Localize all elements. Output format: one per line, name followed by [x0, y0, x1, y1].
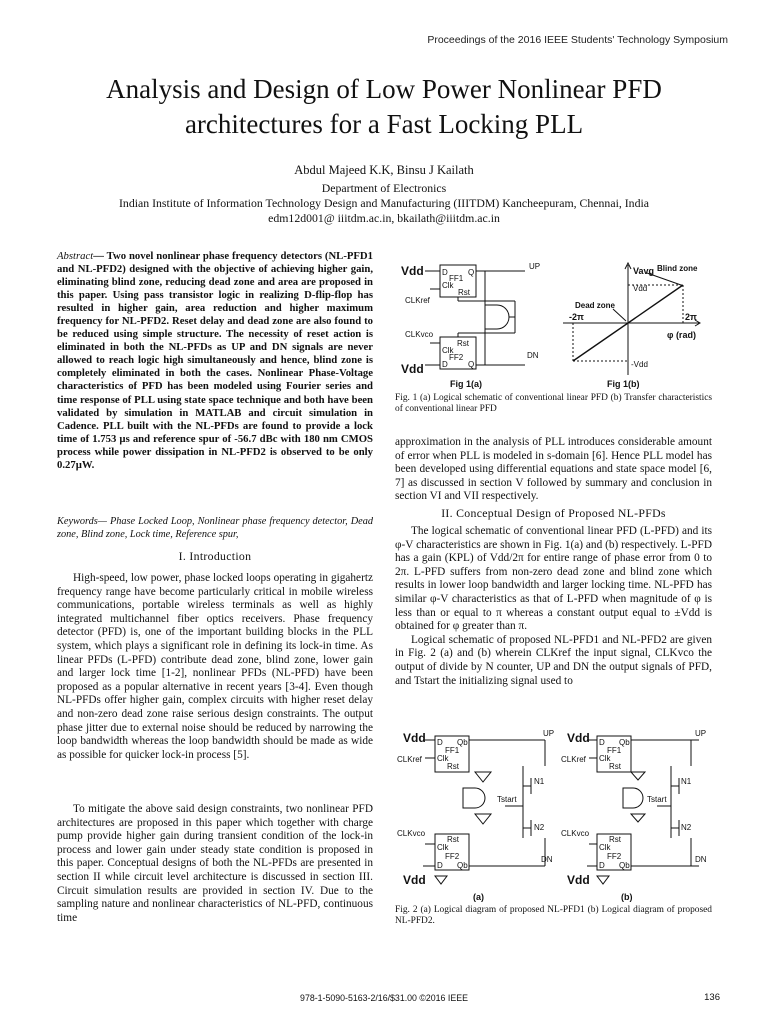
- fig1-clkvco: CLKvco: [405, 330, 434, 339]
- figure-1-caption: Fig. 1 (a) Logical schematic of conventional linear PFD (b) Transfer characteristics of conventional linear PFD: [395, 393, 712, 414]
- fig2b-clk2: Clk: [599, 843, 611, 852]
- fig1-up: UP: [529, 262, 541, 271]
- fig2a-rst2: Rst: [447, 835, 459, 844]
- fig1-ff1: FF1: [449, 274, 464, 283]
- copyright-footer: 978-1-5090-5163-2/16/$31.00 ©2016 IEEE: [300, 993, 468, 1003]
- fig2b-d1: D: [599, 738, 605, 747]
- emails: edm12d001@ iiitdm.ac.in, bkailath@iiitdm.ac.in: [268, 211, 500, 225]
- right-paragraph-3: Logical schematic of proposed NL-PFD1 and NL-PFD2 are given in Fig. 2 (a) and (b) wherein CLKref the input signal, CLKvco the output of divide by N counter, UP and DN the output signals of PFD, and Tstart the initializing signal used to: [395, 633, 712, 687]
- fig1-neg-vdd: -Vdd: [631, 360, 648, 369]
- fig1-neg2pi: -2π: [569, 312, 584, 322]
- fig2a-clk2: Clk: [437, 843, 449, 852]
- figure-2: [395, 726, 715, 904]
- fig1-vdd-bottom: Vdd: [401, 362, 424, 376]
- and-gate: [485, 305, 509, 329]
- fig1-rst1: Rst: [458, 288, 470, 297]
- fig1-clkref: CLKref: [405, 296, 430, 305]
- abstract-text: — Two novel nonlinear phase frequency detectors (NL-PFD1 and NL-PFD2) designed with the objective of achieving higher gain, eliminating blind zone, reducing dead zone and area are proposed in this paper. Using pass transistor logic in realizing D-flip-flop has resulted in higher gain, area reduction and higher maximum frequency for NL-PFD2. Reset delay and dead zone are also found to be reduced using simple structure. The necessity of reset action is eliminated in both the NL-PFDs as UP and DN signals are never allowed to reach logic high simultaneously and hence, blind zone is completely eliminated in both the cases. Nonlinear Phase-Voltage characteristics of PFD has been modeled using Fourier series and time response of PLL using state space technique and both have been validated by simulation in MATLAB and circuit simulation in Cadence. PLL built with the NL-PFDs are found to provide a lock time of 1.753 µs and reference spur of -56.7 dBc with 180 nm CMOS process while power dissipation in NL-PFD2 is observed to be only 0.27µW.: [57, 250, 373, 471]
- fig2a-ff2: FF2: [445, 852, 460, 861]
- fig2a-clkvco: CLKvco: [397, 829, 426, 838]
- department: Department of Electronics: [321, 181, 447, 195]
- fig2a-n1: N1: [534, 777, 545, 786]
- fig2a-ff1: FF1: [445, 746, 460, 755]
- title-line-1: Analysis and Design of Low Power Nonlinear PFD: [106, 74, 662, 104]
- fig1-clk1: Clk: [442, 281, 454, 290]
- fig1-label-b: Fig 1(b): [607, 379, 640, 389]
- fig2a-tstart: Tstart: [497, 795, 517, 804]
- fig1-blind-zone: Blind zone: [657, 264, 698, 273]
- fig2b-ff2: FF2: [607, 852, 622, 861]
- fig1-vavg: Vavg: [633, 266, 655, 276]
- keywords: Keywords— Phase Locked Loop, Nonlinear phase frequency detector, Dead zone, Blind zone, Lock time, Reference spur,: [57, 516, 373, 540]
- institute: Indian Institute of Information Technology Design and Manufacturing (IIITDM) Kancheepuram, Chennai, India: [119, 196, 649, 210]
- fig2b-clkref: CLKref: [561, 755, 586, 764]
- fig1-phi-rad: φ (rad): [667, 330, 696, 340]
- fig1-d1: D: [442, 268, 448, 277]
- fig2a-up: UP: [543, 729, 555, 738]
- fig2a-clkref: CLKref: [397, 755, 422, 764]
- fig2b-vdd-top: Vdd: [567, 731, 590, 745]
- fig1-vdd-top: Vdd: [401, 264, 424, 278]
- section-1-title: I. Introduction: [178, 549, 252, 563]
- fig1-vdd-level: Vdd: [633, 284, 648, 293]
- fig2b-tstart: Tstart: [647, 795, 667, 804]
- fig1-clk2: Clk: [442, 346, 454, 355]
- right-paragraph-1: approximation in the analysis of PLL introduces considerable amount of error when PLL is modeled in s-domain [6]. Hence PLL model has been developed using differential equations and state space model [6, 7] as discussed in section V followed by summary and conclusion in section VI and VII respectively.: [395, 436, 712, 503]
- fig1-dead-zone: Dead zone: [575, 301, 616, 310]
- fig2a-d2: D: [437, 861, 443, 870]
- section-2-title: II. Conceptual Design of Proposed NL-PFDs: [441, 506, 666, 520]
- figure-2-caption: Fig. 2 (a) Logical diagram of proposed NL-PFD1 (b) Logical diagram of proposed NL-PFD2.: [395, 905, 712, 926]
- fig2b-up: UP: [695, 729, 707, 738]
- fig2a-qb1: Qb: [457, 738, 468, 747]
- authors: Abdul Majeed K.K, Binsu J Kailath: [294, 163, 474, 177]
- fig1-rst2: Rst: [457, 339, 469, 348]
- fig2a-rst1: Rst: [447, 762, 459, 771]
- fig1-pos2pi: 2π: [685, 312, 697, 322]
- fig1-label-a: Fig 1(a): [450, 379, 483, 389]
- right-paragraph-2-3: [395, 525, 712, 688]
- page-number: 136: [704, 992, 720, 1003]
- title-line-2: architectures for a Fast Locking PLL: [184, 109, 584, 139]
- fig1-dn: DN: [527, 351, 539, 360]
- fig2b-n2: N2: [681, 823, 692, 832]
- abstract-label: Abstract: [57, 250, 94, 262]
- fig2b-dn: DN: [695, 855, 707, 864]
- fig2b-clk1: Clk: [599, 754, 611, 763]
- fig2a-qb2: Qb: [457, 861, 468, 870]
- fig1-q1: Q: [468, 268, 475, 277]
- section-1-paragraph-2: To mitigate the above said design constraints, two nonlinear PFD architectures are proposed in this paper which together with charge pump provide higher gain during transient condition of the lock-in process and lower gain under steady state condition is proposed in this paper. Conceptual designs of both the NL-PFDs are presented in section II while circuit level architecture is discussed in section III. Circuit simulation results are provided in section IV. Due to the sampling nature and nonlinear characteristics of NL-PFD, continuous time: [57, 803, 373, 924]
- fig2a-n2: N2: [534, 823, 545, 832]
- fig2-label-a: (a): [473, 892, 484, 902]
- abstract: [57, 250, 373, 472]
- fig2b-clkvco: CLKvco: [561, 829, 590, 838]
- fig1-q2: Q: [468, 360, 475, 369]
- fig2b-n1: N1: [681, 777, 692, 786]
- fig2-label-b: (b): [621, 892, 633, 902]
- fig2b-vdd-bottom: Vdd: [567, 873, 590, 887]
- right-paragraph-2: The logical schematic of conventional linear PFD (L-PFD) and its φ-V characteristics are shown in Fig. 1(a) and (b) respectively. L-PFD has a gain (KPL) of Vdd/2π for entire range of phase error from 0 to 2π. L-PFD suffers from non-zero dead zone and blind zone which results in lower loop bandwidth and larger locking time. NL-PFD has similar φ-V characteristics as that of L-PFD when magnitude of φ is less than or equal to π whereas a constant output equal to ±Vdd is obtained for φ greater than π.: [395, 525, 712, 633]
- fig2b-rst2: Rst: [609, 835, 621, 844]
- fig2a-dn: DN: [541, 855, 553, 864]
- fig1-ff2: FF2: [449, 353, 464, 362]
- fig2a-vdd-top: Vdd: [403, 731, 426, 745]
- fig2b-qb2: Qb: [619, 861, 630, 870]
- fig2b-qb1: Qb: [619, 738, 630, 747]
- fig2b-d2: D: [599, 861, 605, 870]
- fig2a-d1: D: [437, 738, 443, 747]
- fig2b-ff1: FF1: [607, 746, 622, 755]
- paper-title: [40, 72, 728, 142]
- figure-1: [395, 257, 715, 393]
- fig2b-rst1: Rst: [609, 762, 621, 771]
- proceedings-header: Proceedings of the 2016 IEEE Students' Technology Symposium: [427, 34, 728, 46]
- fig2a-clk1: Clk: [437, 754, 449, 763]
- fig1-d2: D: [442, 360, 448, 369]
- section-1-paragraph-1: High-speed, low power, phase locked loops operating in gigahertz frequency range have become particularly critical in mobile wireless communications, portable wireless terminals as well as highly integrated multichannel fiber optics receivers. Phase frequency detector (PFD) is, one of the important building blocks in the PLL system, which plays a significant role in defining its lock-in time. As linear PFDs (L-PFD) contribute dead zone, blind zone, lower gain and larger lock time [1-2], nonlinear PFDs (NL-PFD) have been proposed as a popular alternative in recent years [3-4]. Even though NL-PFDs offer higher gain, complex circuits with higher reset delay and non-zero dead zone raise serious design constraints. The output phase jitter due to external noise should be reduced by narrowing the loop bandwidth whereas the loop bandwidth should be made as wide as possible for quicker lock-in process [5].: [57, 572, 373, 761]
- fig2a-vdd-bottom: Vdd: [403, 873, 426, 887]
